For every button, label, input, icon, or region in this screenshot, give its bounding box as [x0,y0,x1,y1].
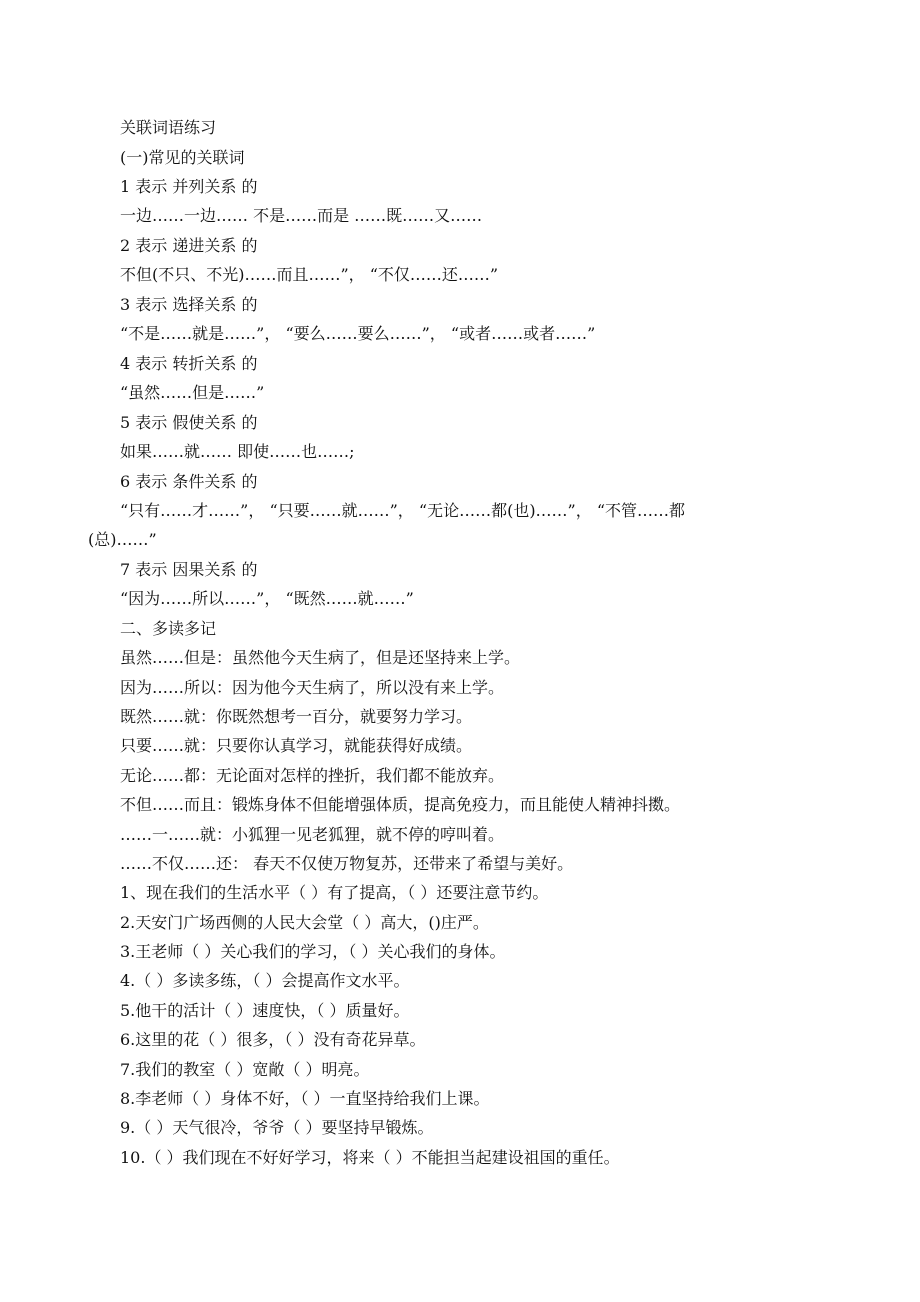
example-sentence: ……一……就：小狐狸一见老狐狸，就不停的哼叫着。 [120,825,505,844]
relation-label: 7 表示 因果关系 的 [120,560,258,579]
exercise-item: 5.他干的活计（ ）速度快，（ ）质量好。 [120,1001,410,1020]
document-title: 关联词语练习 [120,118,217,137]
section-heading: (一)常见的关联词 [120,148,245,167]
relation-examples: “虽然……但是……” [120,383,265,402]
exercise-item: 6.这里的花（ ）很多，（ ）没有奇花异草。 [120,1030,426,1049]
exercise-item: 7.我们的教室（ ）宽敞（ ）明亮。 [120,1060,370,1079]
section-heading: 二、多读多记 [120,619,217,638]
example-sentence: 既然……就：你既然想考一百分，就要努力学习。 [120,707,473,726]
relation-label: 3 表示 选择关系 的 [120,295,258,314]
relation-examples: 一边……一边…… 不是……而是 ……既……又…… [120,206,483,225]
relation-examples: “不是……就是……”， “要么……要么……”， “或者……或者……” [120,324,596,343]
relation-examples-continued: (总)……” [88,530,157,549]
exercise-item: 3.王老师（ ）关心我们的学习，（ ）关心我们的身体。 [120,942,506,961]
exercise-item: 2.天安门广场西侧的人民大会堂（ ）高大，()庄严。 [120,913,489,932]
relation-examples: 如果……就…… 即使……也……; [120,442,355,461]
relation-label: 1 表示 并列关系 的 [120,177,258,196]
exercise-item: 1、现在我们的生活水平（ ）有了提高，（ ）还要注意节约。 [120,883,549,902]
relation-examples: “因为……所以……”， “既然……就……” [120,589,414,608]
relation-examples: 不但(不只、不光)……而且……”， “不仅……还……” [120,265,499,284]
example-sentence: 虽然……但是：虽然他今天生病了，但是还坚持来上学。 [120,648,521,667]
relation-examples: “只有……才……”， “只要……就……”， “无论……都(也)……”， “不管……都 [120,501,686,520]
example-sentence: 因为……所以：因为他今天生病了，所以没有来上学。 [120,678,505,697]
exercise-item: 10.（ ）我们现在不好好学习，将来（ ）不能担当起建设祖国的重任。 [120,1148,620,1167]
relation-label: 5 表示 假使关系 的 [120,413,258,432]
relation-label: 6 表示 条件关系 的 [120,472,258,491]
exercise-item: 8.李老师（ ）身体不好，（ ）一直坚持给我们上课。 [120,1089,490,1108]
exercise-item: 9.（ ）天气很冷，爷爷（ ）要坚持早锻炼。 [120,1118,434,1137]
example-sentence: 无论……都：无论面对怎样的挫折，我们都不能放弃。 [120,766,505,785]
exercise-item: 4.（ ）多读多练，（ ）会提高作文水平。 [120,971,410,990]
relation-label: 2 表示 递进关系 的 [120,236,258,255]
example-sentence: 不但……而且：锻炼身体不但能增强体质，提高免疫力，而且能使人精神抖擞。 [120,795,681,814]
example-sentence: ……不仅……还： 春天不仅使万物复苏，还带来了希望与美好。 [120,854,574,873]
relation-label: 4 表示 转折关系 的 [120,354,258,373]
example-sentence: 只要……就：只要你认真学习，就能获得好成绩。 [120,736,473,755]
